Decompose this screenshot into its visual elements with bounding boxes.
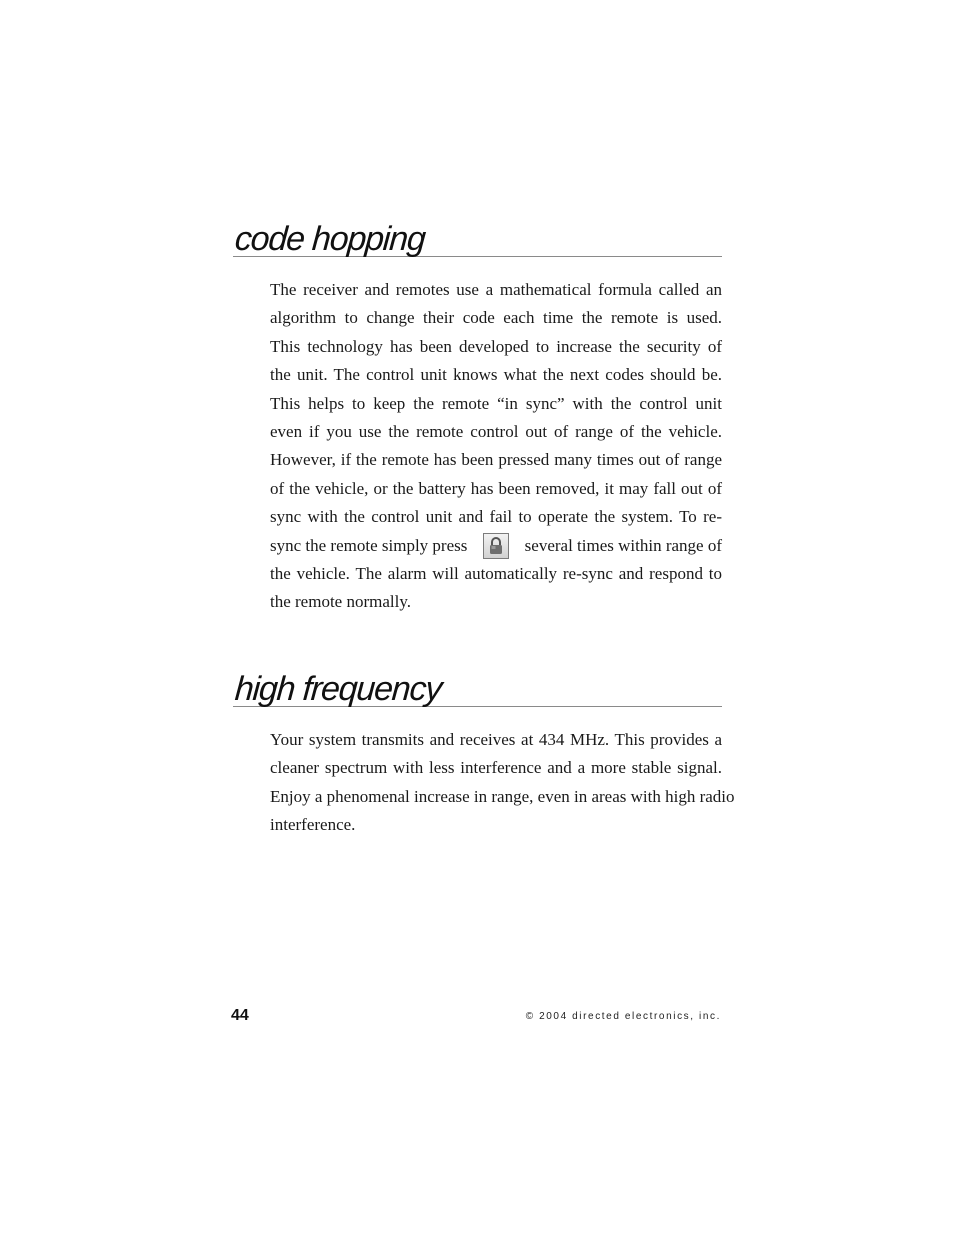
section-heading-high-frequency [233,672,722,707]
paragraph-line: sync with the control unit and fail to operate the system. To re- [270,507,722,527]
paragraph-line: even if you use the remote control out of range of the vehicle. [270,422,722,442]
paragraph-line: However, if the remote has been pressed many times out of range [270,450,722,470]
paragraph-line: This technology has been developed to increase the security of [270,336,722,356]
paragraph-line: algorithm to change their code each time the remote is used. [270,308,722,328]
copyright-notice: © 2004 directed electronics, inc. [525,1011,721,1022]
section-title: high frequency [233,670,443,708]
section-title: code hopping [233,220,427,258]
paragraph-line: This helps to keep the remote “in sync” with the control unit [270,393,722,413]
paragraph-line: cleaner spectrum with less interference and a more stable signal. [270,758,722,778]
section-heading-code-hopping [233,222,722,257]
paragraph-line: the remote normally. [270,592,411,612]
paragraph-line: interference. [270,815,356,835]
paragraph-line-with-icon [270,532,722,560]
paragraph-line: of the vehicle, or the battery has been removed, it may fall out of [270,478,722,498]
lock-icon [483,533,509,559]
paragraph-line: The receiver and remotes use a mathematical formula called an [270,280,722,299]
section-body-code-hopping [270,276,722,617]
paragraph-line: Your system transmits and receives at 434 MHz. This provides a [270,730,722,749]
page-number: 44 [231,1007,249,1024]
paragraph-line: the unit. The control unit knows what the next codes should be. [270,365,722,385]
paragraph-line: the vehicle. The alarm will automatically re-sync and respond to [270,564,722,584]
section-body-high-frequency [270,726,735,840]
paragraph-line-before-icon: sync the remote simply press [270,535,468,555]
paragraph-line: Enjoy a phenomenal increase in range, even in areas with high radio [270,786,735,806]
paragraph-line-after-icon: several times within range of [524,535,722,555]
